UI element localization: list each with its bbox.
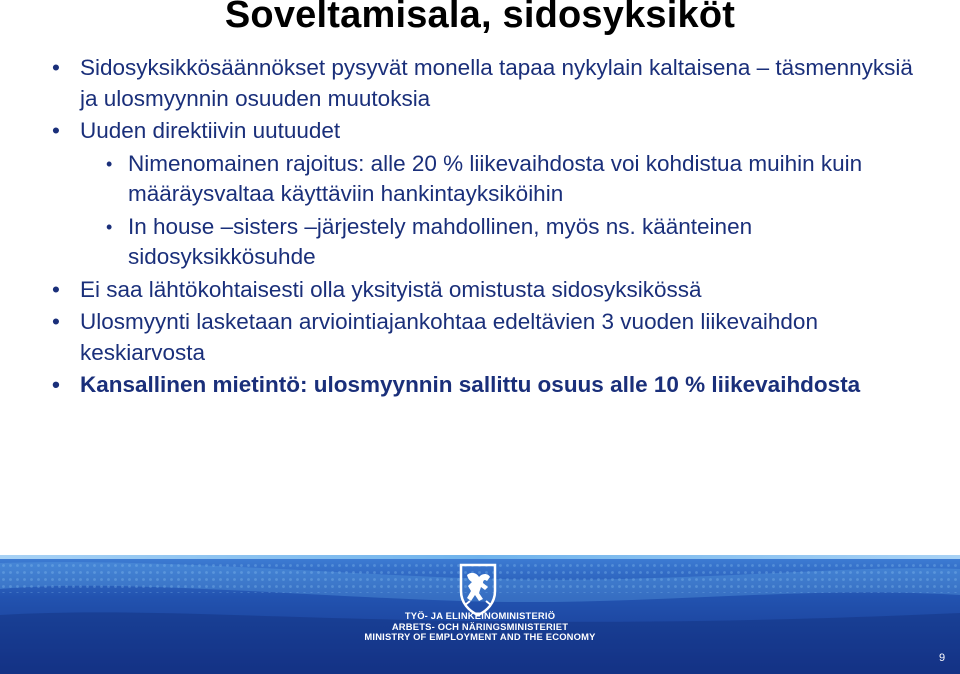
slide-title: Soveltamisala, sidosyksiköt	[224, 0, 736, 36]
sub-bullet-item: • Nimenomainen rajoitus: alle 20 % liikevaihdosta voi kohdistua muihin kuin määräysvaltaa käyttäviin hankintayksiköihin	[50, 149, 920, 210]
bullet-item: • Uuden direktiivin uutuudet	[50, 116, 920, 147]
finnish-lion-icon	[455, 561, 501, 617]
ministry-name-en: MINISTRY OF EMPLOYMENT AND THE ECONOMY	[364, 631, 596, 642]
ministry-name-fi: TYÖ- JA ELINKEINOMINISTERIÖ	[404, 610, 556, 621]
bullet-item-emphasis: • Kansallinen mietintö: ulosmyynnin sallittu osuus alle 10 % liikevaihdosta	[50, 370, 920, 401]
bullet-item: • Sidosyksikkösäännökset pysyvät monella tapaa nykylain kaltaisena – täsmennyksiä ja ulosmyynnin osuuden muutoksia	[50, 53, 920, 114]
bullet-list	[50, 53, 920, 403]
ministry-name-sv: ARBETS- OCH NÄRINGSMINISTERIET	[391, 620, 569, 632]
ministry-name	[330, 611, 630, 643]
sub-bullet-item: • In house –sisters –järjestely mahdollinen, myös ns. käänteinen sidosyksikkösuhde	[50, 212, 920, 273]
page-number: 9	[938, 652, 946, 664]
bullet-item: • Ulosmyynti lasketaan arviointiajankohtaa edeltävien 3 vuoden liikevaihdon keskiarvosta	[50, 307, 920, 368]
bullet-item: • Ei saa lähtökohtaisesti olla yksityistä omistusta sidosyksikössä	[50, 275, 920, 306]
